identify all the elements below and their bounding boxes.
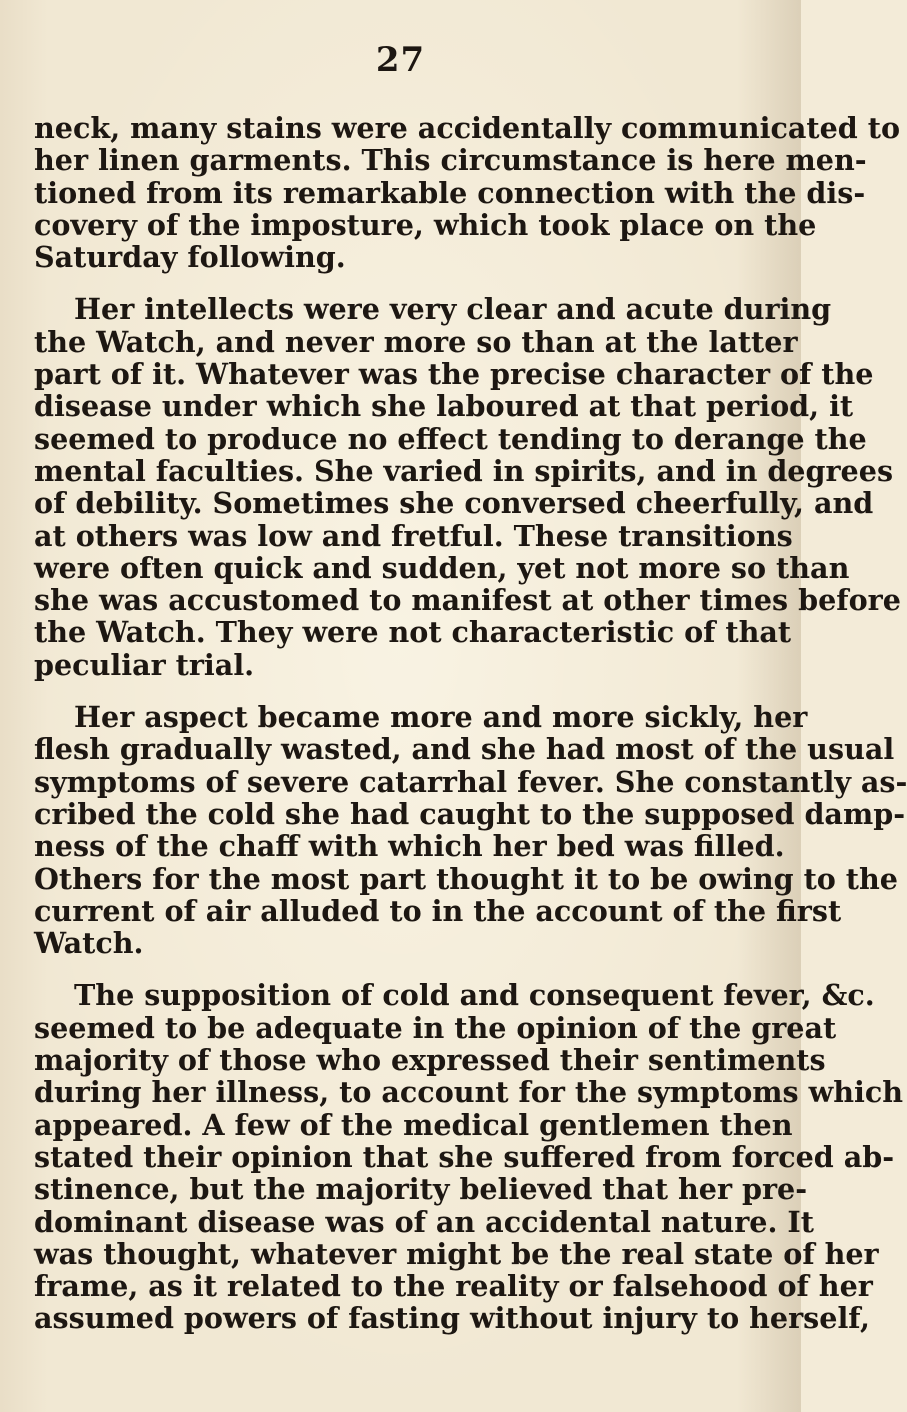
text-line: neck, many stains were accidentally communicated to (34, 111, 901, 145)
text-line: seemed to produce no effect tending to derange the (34, 421, 867, 456)
page-number: 27 (375, 40, 426, 80)
text-line: were often quick and sudden, yet not more so than (34, 550, 850, 585)
text-line: covery of the imposture, which took place on the (34, 207, 817, 242)
paragraph-3 (34, 700, 907, 961)
text-line: was thought, whatever might be the real state of her (34, 1236, 879, 1271)
text-line: tioned from its remarkable connection with the dis- (34, 175, 866, 210)
text-line: the Watch, and never more so than at the latter (34, 324, 798, 359)
body-text (34, 111, 907, 1336)
text-line: stated their opinion that she suffered from forced ab- (34, 1139, 895, 1174)
text-line: during her illness, to account for the symptoms which (34, 1075, 904, 1110)
text-line: cribed the cold she had caught to the supposed damp- (34, 796, 906, 831)
text-line: assumed powers of fasting without injury to herself, (34, 1301, 870, 1336)
text-line: ness of the chaff with which her bed was filled. (34, 829, 785, 864)
text-line: peculiar trial. (34, 647, 255, 682)
text-line: stinence, but the majority believed that her pre- (34, 1172, 808, 1207)
text-line: majority of those who expressed their sentiments (34, 1043, 826, 1078)
paragraph-2 (34, 292, 901, 682)
text-line: at others was low and fretful. These transitions (34, 518, 793, 553)
paragraph-4 (34, 978, 904, 1336)
text-line: the Watch. They were not characteristic of that (34, 615, 792, 650)
text-line: Her aspect became more and more sickly, her (74, 700, 808, 735)
text-line: of debility. Sometimes she conversed cheerfully, and (34, 486, 874, 521)
text-line: mental faculties. She varied in spirits, and in degrees (34, 453, 894, 488)
text-line: part of it. Whatever was the precise character of the (34, 357, 874, 392)
text-line: seemed to be adequate in the opinion of the great (34, 1010, 837, 1045)
text-line: The supposition of cold and consequent fever, &c. (74, 978, 875, 1013)
text-line: Her intellects were very clear and acute during (74, 292, 832, 327)
paragraph-1 (34, 111, 901, 275)
text-line: Saturday following. (34, 240, 346, 275)
text-line: flesh gradually wasted, and she had most of the usual (34, 732, 895, 767)
text-line: Watch. (34, 926, 144, 961)
text-line: appeared. A few of the medical gentlemen then (34, 1107, 793, 1142)
text-line: she was accustomed to manifest at other times before (34, 583, 901, 618)
text-line: disease under which she laboured at that period, it (34, 389, 854, 424)
text-line: current of air alluded to in the account of the first (34, 893, 842, 928)
text-line: Others for the most part thought it to be owing to the (34, 861, 898, 896)
text-line: frame, as it related to the reality or falsehood of her (34, 1269, 873, 1304)
text-line: symptoms of severe catarrhal fever. She constantly as- (34, 764, 907, 799)
text-line: dominant disease was of an accidental nature. It (34, 1204, 814, 1239)
text-line: her linen garments. This circumstance is here men- (34, 143, 867, 178)
